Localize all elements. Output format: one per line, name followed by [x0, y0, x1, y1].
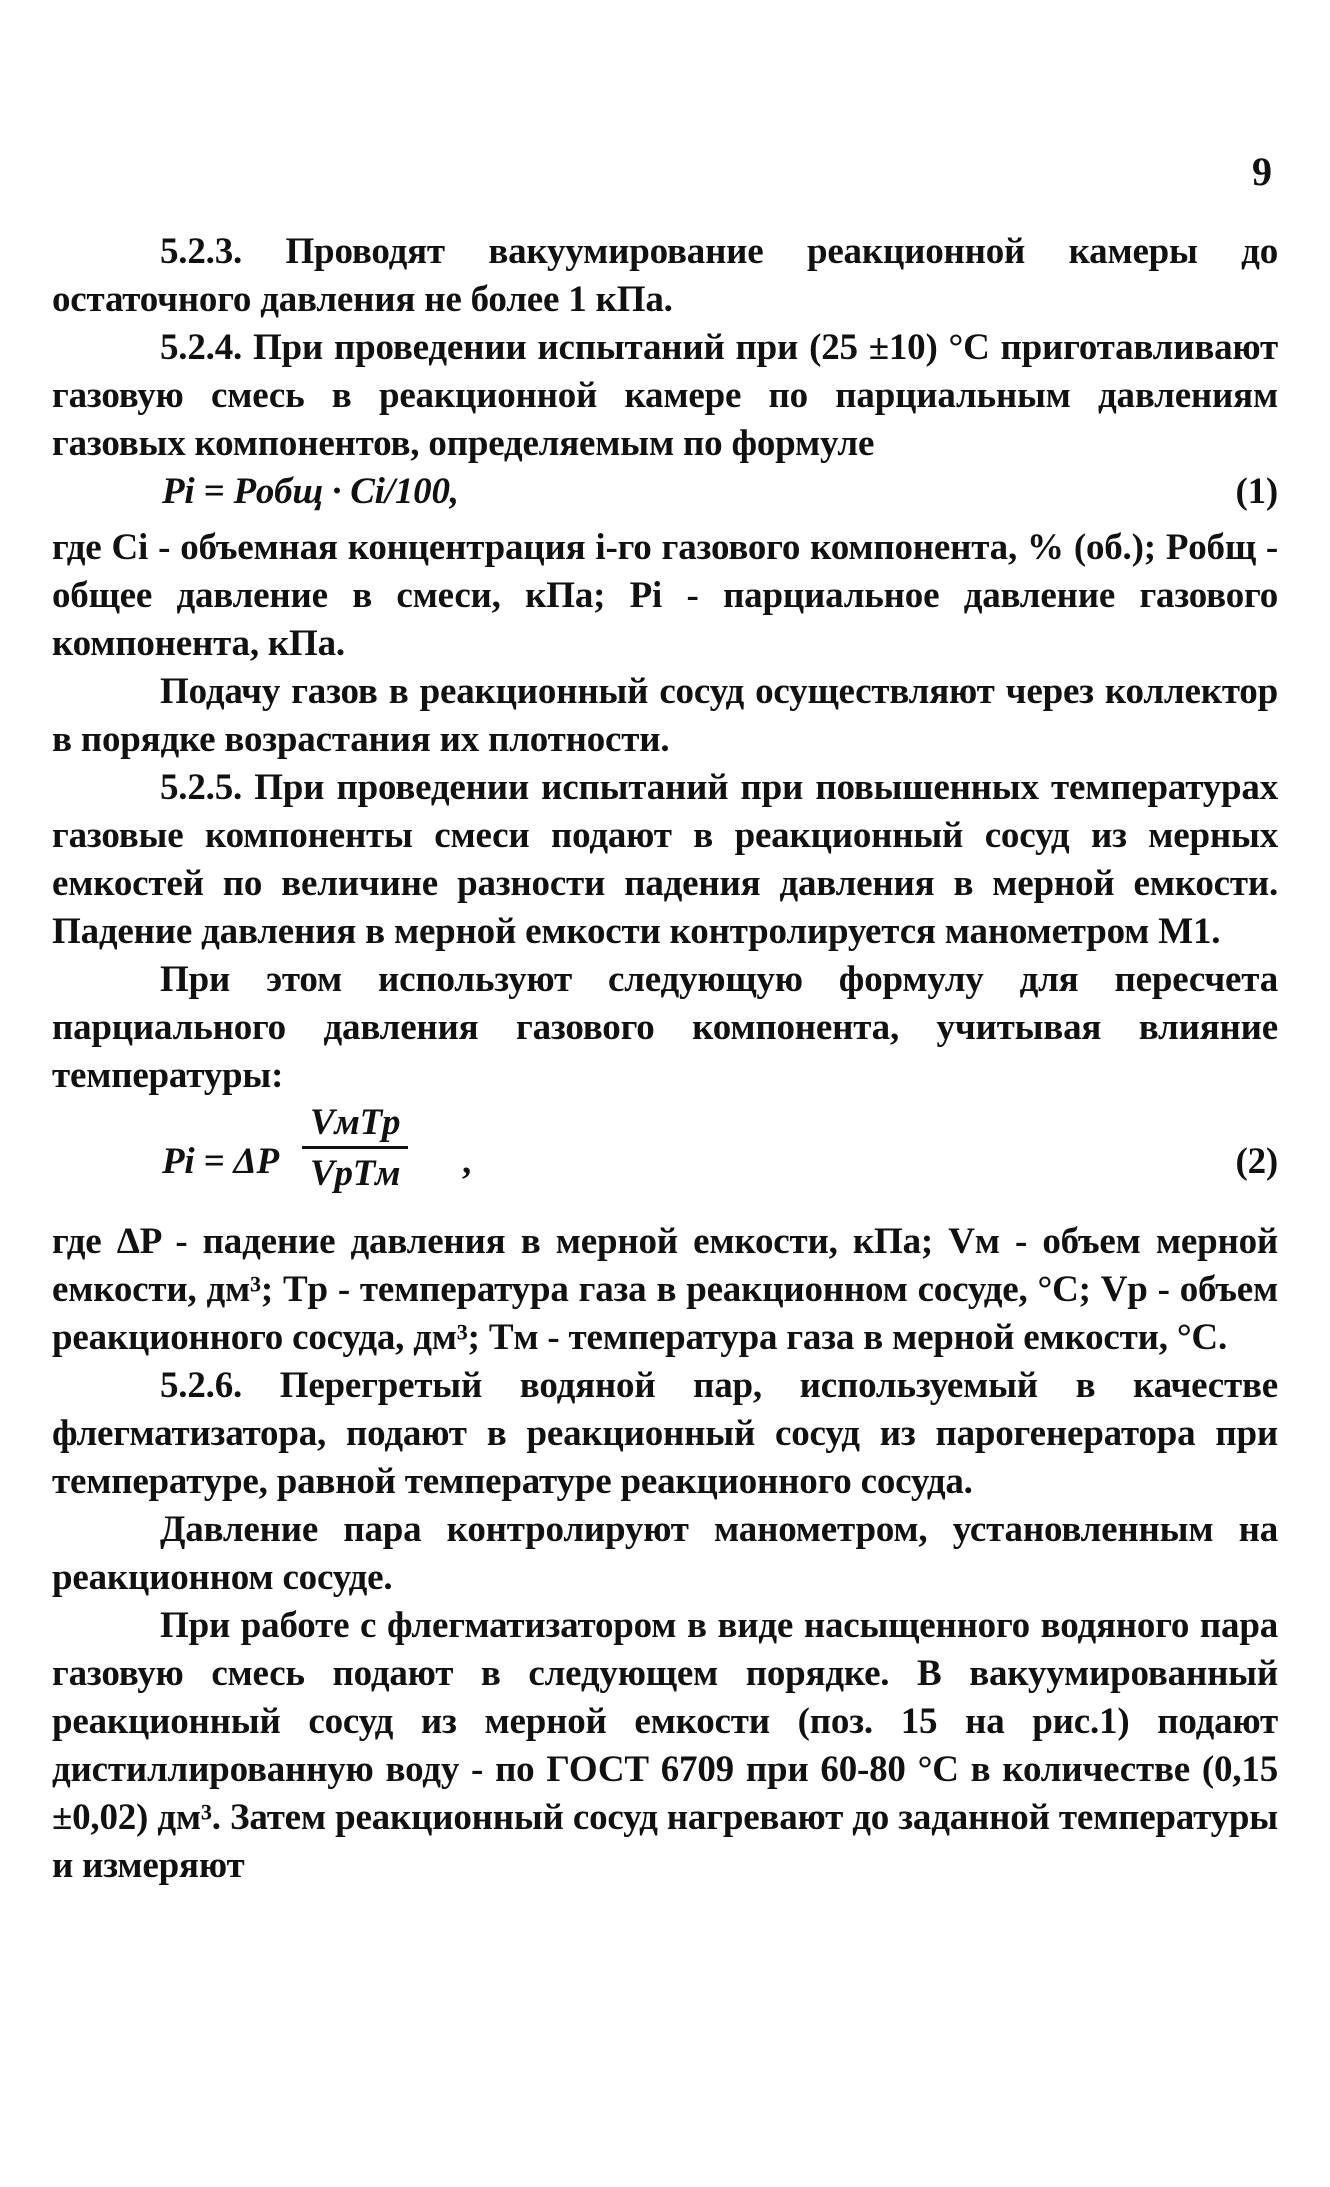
formula-2-number: (2) [1235, 1141, 1278, 1182]
formula-2-numerator: VмTр [310, 1102, 401, 1143]
paragraph-legend-2: где ΔP - падение давления в мерной емкости, кПа; Vм - объем мерной емкости, дм³; Tр - температура газа в реакционном сосуде, °С; Vр - объем реакционного сосуда, дм³; Tм - температура газа в мерной емкости, °С. [52, 1221, 1278, 1358]
formula-2-fraction [302, 1100, 408, 1199]
paragraph-steam-pressure: Давление пара контролируют манометром, установленным на реакционном сосуде. [52, 1509, 1278, 1598]
page-number: 9 [1252, 149, 1272, 194]
formula-1-number: (1) [1235, 471, 1278, 512]
document-page [52, 150, 1278, 1890]
paragraph-5-2-5: 5.2.5. При проведении испытаний при повышенных температурах газовые компоненты смеси подают в реакционный сосуд из мерных емкостей по величине разности падения давления в мерной емкости. Падение давления в мерной емкости контролируется манометром М1. [52, 767, 1278, 952]
formula-1 [52, 468, 1278, 524]
formula-1-expression: Pi = Pобщ · Ci/100, [162, 471, 459, 512]
paragraph-formula-2-intro: При этом используют следующую формулу для пересчета парциального давления газового компонента, учитывая влияние температуры: [52, 959, 1278, 1096]
formula-2-denominator: VрTм [310, 1153, 401, 1194]
paragraph-5-2-6: 5.2.6. Перегретый водяной пар, используемый в качестве флегматизатора, подают в реакционный сосуд из парогенератора при температуре, равной температуре реакционного сосуда. [52, 1365, 1278, 1502]
formula-2 [52, 1100, 1278, 1218]
formula-2-lhs: Pi = ΔP [162, 1141, 279, 1182]
paragraph-5-2-4: 5.2.4. При проведении испытаний при (25 ±10) °С приготавливают газовую смесь в реакционной камере по парциальным давлениям газовых компонентов, определяемым по формуле [52, 327, 1278, 464]
paragraph-saturated-steam: При работе с флегматизатором в виде насыщенного водяного пара газовую смесь подают в следующем порядке. В вакуумированный реакционный сосуд из мерной емкости (поз. 15 на рис.1) подают дистиллированную воду - по ГОСТ 6709 при 60-80 °С в количестве (0,15 ±0,02) дм³. Затем реакционный сосуд нагревают до заданной температуры и измеряют [52, 1605, 1278, 1886]
paragraph-5-2-3: 5.2.3. Проводят вакуумирование реакционной камеры до остаточного давления не более 1 кПа. [52, 231, 1278, 320]
formula-2-comma: , [462, 1141, 472, 1182]
paragraph-gas-feed: Подачу газов в реакционный сосуд осуществляют через коллектор в порядке возрастания их плотности. [52, 671, 1278, 760]
paragraph-legend-1: где Ci - объемная концентрация i-го газового компонента, % (об.); Pобщ - общее давление в смеси, кПа; Pi - парциальное давление газового компонента, кПа. [52, 527, 1278, 664]
document-body [52, 228, 1278, 1890]
